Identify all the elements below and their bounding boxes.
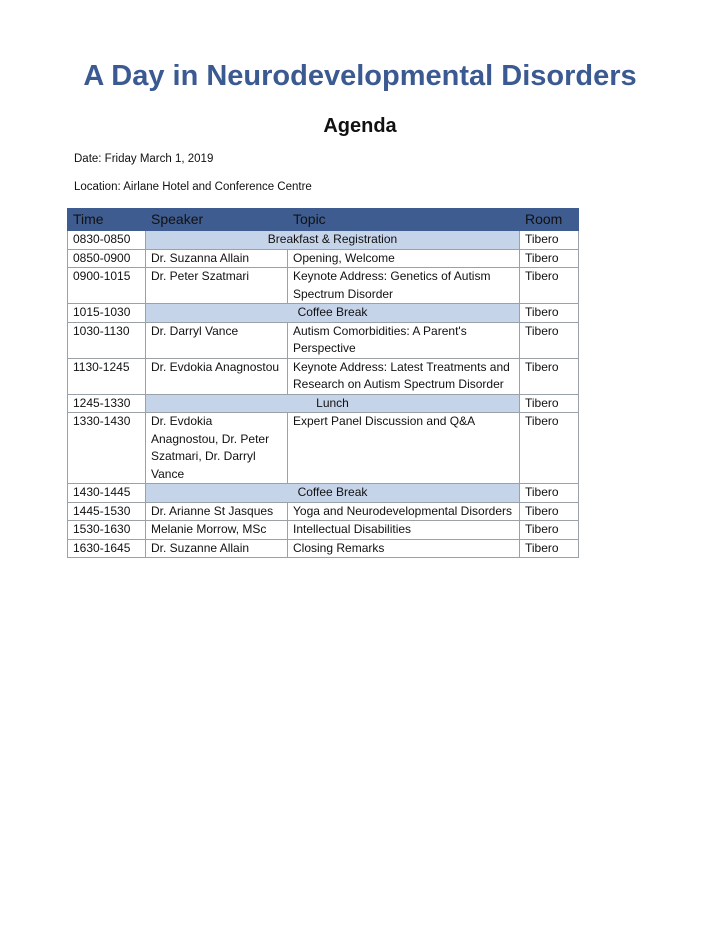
cell-speaker: Dr. Evdokia Anagnostou bbox=[146, 358, 288, 394]
cell-topic: Closing Remarks bbox=[288, 539, 520, 558]
cell-time: 1030-1130 bbox=[68, 322, 146, 358]
cell-time: 1330-1430 bbox=[68, 413, 146, 484]
cell-room: Tibero bbox=[520, 304, 579, 323]
cell-room: Tibero bbox=[520, 539, 579, 558]
cell-speaker: Melanie Morrow, MSc bbox=[146, 521, 288, 540]
column-header-topic: Topic bbox=[288, 209, 520, 231]
cell-time: 1445-1530 bbox=[68, 502, 146, 521]
cell-time: 1015-1030 bbox=[68, 304, 146, 323]
table-row bbox=[68, 502, 579, 521]
cell-room: Tibero bbox=[520, 484, 579, 503]
table-row bbox=[68, 413, 579, 484]
page-subtitle: Agenda bbox=[323, 115, 397, 137]
cell-speaker: Dr. Darryl Vance bbox=[146, 322, 288, 358]
cell-topic: Opening, Welcome bbox=[288, 249, 520, 268]
table-header-row bbox=[68, 209, 579, 231]
column-header-time: Time bbox=[68, 209, 146, 231]
table-row bbox=[68, 539, 579, 558]
cell-session: Coffee Break bbox=[146, 304, 520, 323]
cell-session: Breakfast & Registration bbox=[146, 231, 520, 250]
cell-room: Tibero bbox=[520, 502, 579, 521]
table-row bbox=[68, 521, 579, 540]
table-row bbox=[68, 322, 579, 358]
cell-topic: Autism Comorbidities: A Parent's Perspective bbox=[288, 322, 520, 358]
table-row bbox=[68, 268, 579, 304]
cell-speaker: Dr. Arianne St Jasques bbox=[146, 502, 288, 521]
cell-speaker: Dr. Evdokia Anagnostou, Dr. Peter Szatmari, Dr. Darryl Vance bbox=[146, 413, 288, 484]
cell-room: Tibero bbox=[520, 231, 579, 250]
cell-room: Tibero bbox=[520, 358, 579, 394]
cell-time: 0900-1015 bbox=[68, 268, 146, 304]
column-header-room: Room bbox=[520, 209, 579, 231]
cell-time: 0830-0850 bbox=[68, 231, 146, 250]
cell-time: 1130-1245 bbox=[68, 358, 146, 394]
cell-room: Tibero bbox=[520, 268, 579, 304]
cell-time: 0850-0900 bbox=[68, 249, 146, 268]
event-location: Location: Airlane Hotel and Conference Centre bbox=[74, 181, 312, 193]
cell-time: 1630-1645 bbox=[68, 539, 146, 558]
cell-room: Tibero bbox=[520, 521, 579, 540]
cell-room: Tibero bbox=[520, 394, 579, 413]
cell-room: Tibero bbox=[520, 322, 579, 358]
table-row bbox=[68, 249, 579, 268]
cell-speaker: Dr. Suzanna Allain bbox=[146, 249, 288, 268]
agenda-table bbox=[67, 208, 579, 558]
page-title: A Day in Neurodevelopmental Disorders bbox=[83, 60, 637, 92]
cell-topic: Intellectual Disabilities bbox=[288, 521, 520, 540]
table-row bbox=[68, 304, 579, 323]
cell-room: Tibero bbox=[520, 249, 579, 268]
cell-session: Coffee Break bbox=[146, 484, 520, 503]
cell-topic: Keynote Address: Genetics of Autism Spectrum Disorder bbox=[288, 268, 520, 304]
cell-time: 1530-1630 bbox=[68, 521, 146, 540]
cell-session: Lunch bbox=[146, 394, 520, 413]
table-row bbox=[68, 484, 579, 503]
cell-speaker: Dr. Suzanne Allain bbox=[146, 539, 288, 558]
cell-room: Tibero bbox=[520, 413, 579, 484]
table-row bbox=[68, 394, 579, 413]
cell-speaker: Dr. Peter Szatmari bbox=[146, 268, 288, 304]
table-row bbox=[68, 358, 579, 394]
cell-topic: Keynote Address: Latest Treatments and Research on Autism Spectrum Disorder bbox=[288, 358, 520, 394]
cell-topic: Yoga and Neurodevelopmental Disorders bbox=[288, 502, 520, 521]
table-row bbox=[68, 231, 579, 250]
cell-topic: Expert Panel Discussion and Q&A bbox=[288, 413, 520, 484]
column-header-speaker: Speaker bbox=[146, 209, 288, 231]
cell-time: 1430-1445 bbox=[68, 484, 146, 503]
event-date: Date: Friday March 1, 2019 bbox=[74, 153, 214, 165]
cell-time: 1245-1330 bbox=[68, 394, 146, 413]
